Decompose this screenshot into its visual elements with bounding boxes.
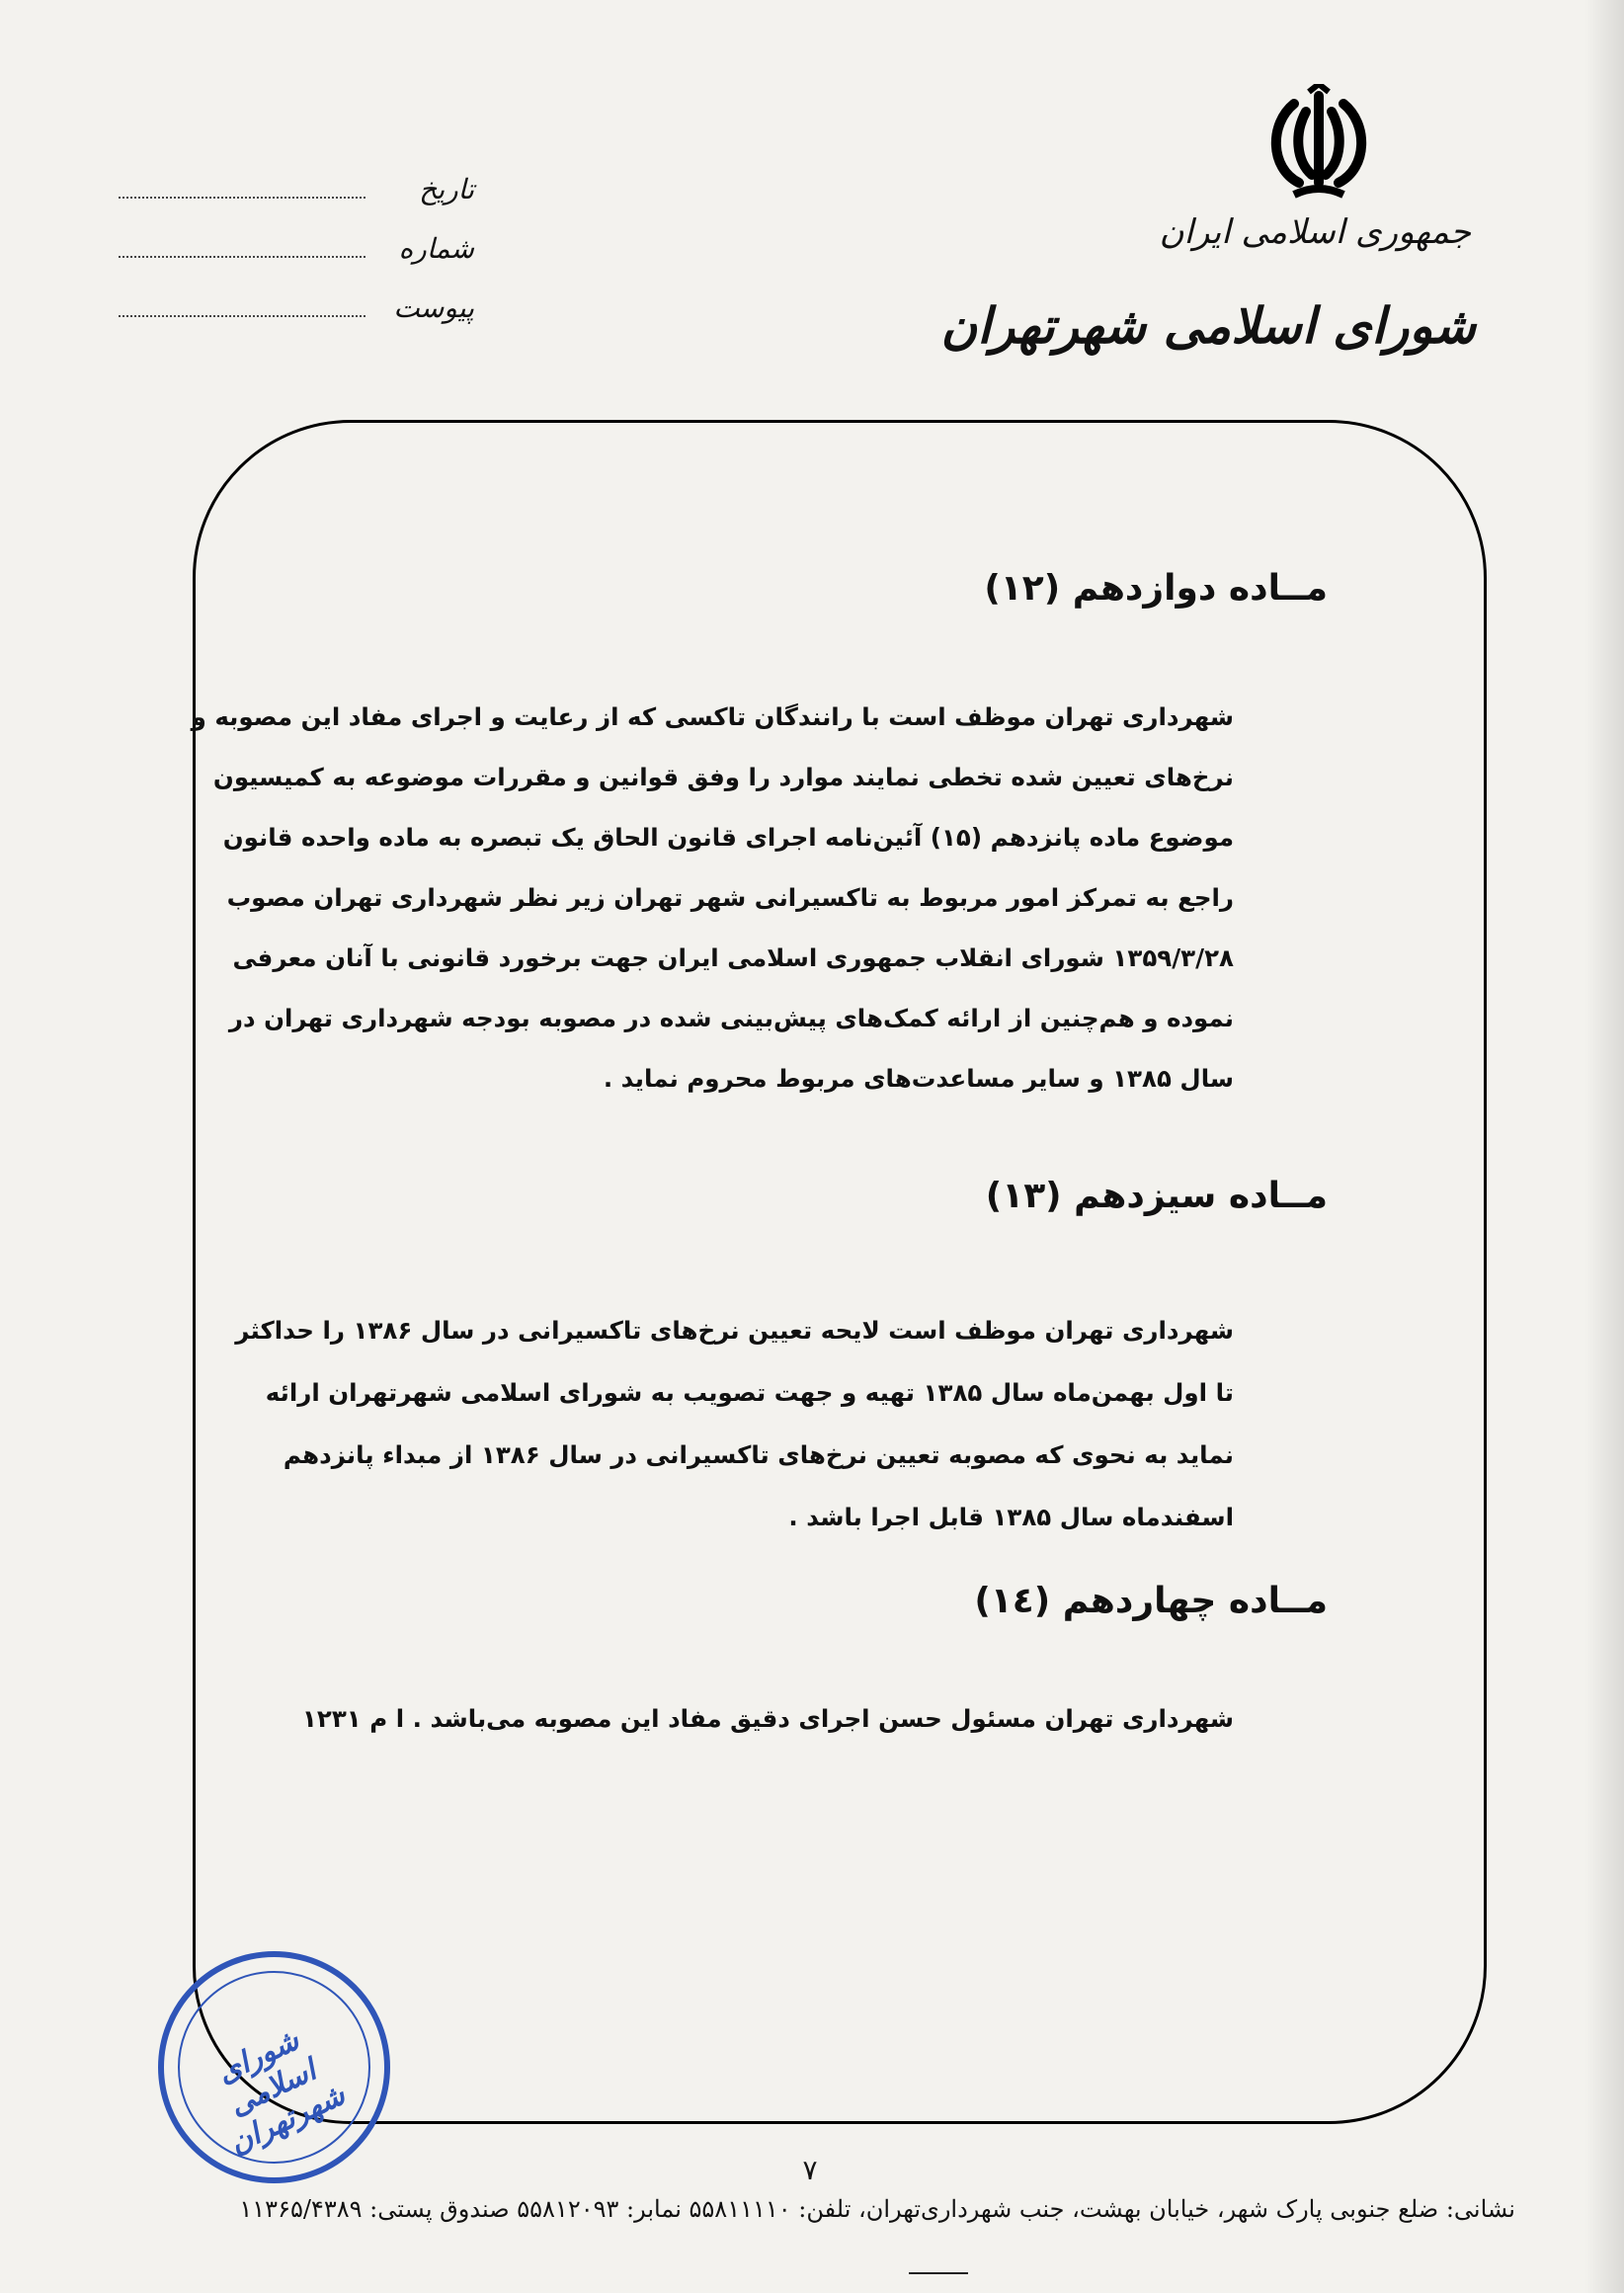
council-name: شورای اسلامی شهرتهران [940, 296, 1476, 355]
article-12-line: سال ۱۳۸۵ و سایر مساعدت‌های مربوط محروم نماید . [603, 1064, 1234, 1093]
scan-edge-shadow [1584, 0, 1624, 2293]
article-12-line: نموده و هم‌چنین از ارائه کمک‌های پیش‌بینی شده در مصوبه بودجه شهرداری تهران در [228, 1004, 1234, 1032]
article-12-line: ۱۳۵۹/۳/۲۸ شورای انقلاب جمهوری اسلامی ایران جهت برخورد قانونی با آنان معرفی [232, 943, 1234, 972]
article-13-line: تا اول بهمن‌ماه سال ۱۳۸۵ تهیه و جهت تصویب به شورای اسلامی شهرتهران ارائه [265, 1378, 1234, 1407]
meta-number-label: شماره [398, 232, 474, 265]
meta-date-row [119, 173, 474, 212]
article-12-line: راجع به تمرکز امور مربوط به تاکسیرانی شهر تهران زیر نظر شهرداری تهران مصوب [226, 883, 1234, 912]
country-name: جمهوری اسلامی ایران [1159, 212, 1471, 252]
article-13-title: مــاده سیزدهم (۱۳) [985, 1176, 1328, 1216]
council-stamp-text: شورای اسلامی شهرتهران [211, 2022, 351, 2162]
article-12-line: شهرداری تهران موظف است با رانندگان تاکسی که از رعایت و اجرای مفاد این مصوبه و [191, 702, 1234, 731]
meta-number-dotted-line [119, 256, 365, 258]
article-13-line: اسفندماه سال ۱۳۸۵ قابل اجرا باشد . [788, 1503, 1234, 1531]
meta-date-dotted-line [119, 197, 365, 199]
article-14-title: مــاده چهاردهم (۱٤) [974, 1581, 1328, 1621]
article-14-body [301, 1699, 1234, 1739]
meta-attachment-dotted-line [119, 315, 365, 317]
iran-emblem-icon [1255, 84, 1383, 203]
article-13-body [235, 1299, 1234, 1548]
council-stamp [158, 1951, 390, 2183]
meta-attachment-row [119, 291, 474, 331]
article-13-line: شهرداری تهران موظف است لایحه تعیین نرخ‌های تاکسیرانی در سال ۱۳۸۶ را حداکثر [235, 1316, 1234, 1345]
meta-number-row [119, 232, 474, 272]
article-12-body [191, 687, 1234, 1108]
article-12-line: نرخ‌های تعیین شده تخطی نمایند موارد را وفق قوانین و مقررات موضوعه به کمیسیون [212, 763, 1234, 791]
article-12-line: موضوع ماده پانزدهم (۱۵) آئین‌نامه اجرای قانون الحاق یک تبصره به ماده واحده قانون [222, 823, 1234, 852]
article-14-line: شهرداری تهران مسئول حسن اجرای دقیق مفاد این مصوبه می‌باشد . ا م ۱۲۳۱ [301, 1704, 1234, 1733]
article-13-line: نماید به نحوی که مصوبه تعیین نرخ‌های تاکسیرانی در سال ۱۳۸۶ از مبداء پانزدهم [283, 1440, 1234, 1469]
page-number: ۷ [802, 2154, 818, 2186]
content-frame [193, 420, 1487, 2124]
meta-attachment-label: پیوست [393, 291, 474, 324]
meta-date-label: تاریخ [419, 173, 474, 205]
footer-divider [909, 2272, 968, 2274]
footer-address: نشانی: ضلع جنوبی پارک شهر، خیابان بهشت، جنب شهرداری‌تهران، تلفن: ۵۵۸۱۱۱۱۰ نمابر: ۵۵۸۱۲۰۹۳ صندوق پستی: ۱۱۳۶۵/۴۳۸۹ [239, 2195, 1515, 2223]
article-12-title: مــاده دوازدهم (۱۲) [984, 568, 1328, 609]
